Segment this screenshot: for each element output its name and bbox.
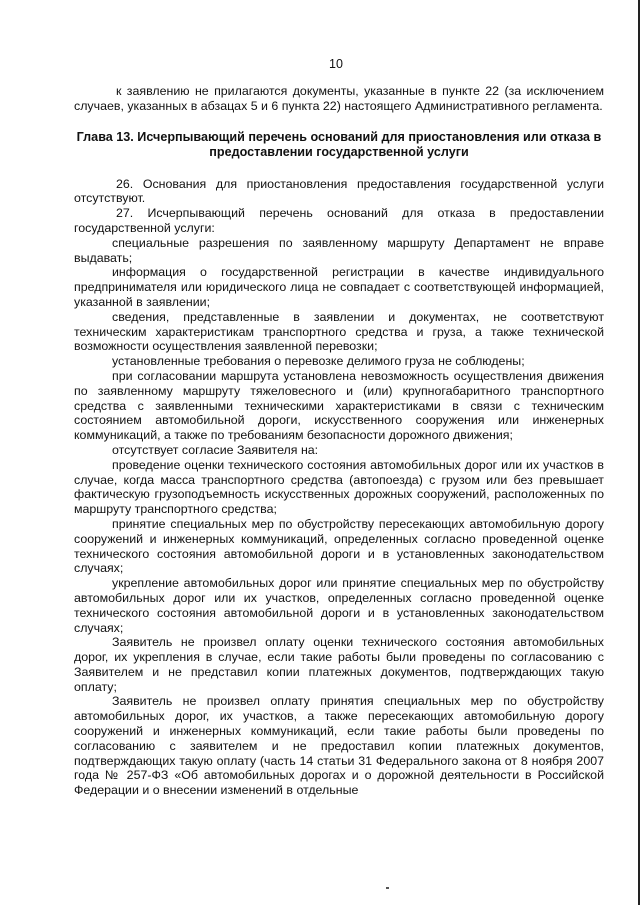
paragraph-list-item: сведения, представленные в заявлении и документах, не соответствуют техническим характеристикам транспортного средства и груза, а также технической возможности осуществления заявленной перевозки; — [74, 309, 604, 354]
paragraph-list-item: информация о государственной регистрации в качестве индивидуального предпринимателя или юридического лица не совпадает с соответствующей информацией, указанной в заявлении; — [74, 265, 604, 309]
paragraph-list-item: принятие специальных мер по обустройству пересекающих автомобильную дорогу сооружений и инженерных коммуникаций, определенных согласно проведенной оценке технического состояния автомобильной дороги и в установленных законодательством случаях; — [74, 516, 604, 576]
scan-speck — [386, 887, 389, 889]
paragraph-list-item: отсутствует согласие Заявителя на: — [112, 442, 319, 457]
paragraph-item-26: 26. Основания для приостановления предоставления государственной услуги отсутствуют. — [74, 176, 604, 206]
page-content — [74, 84, 604, 798]
paragraph-list-item: установленные требования о перевозке делимого груза не соблюдены; — [112, 354, 525, 369]
page-number: 10 — [329, 57, 343, 71]
paragraph-list-item: укрепление автомобильных дорог или принятие специальных мер по обустройству автомобильных дорог или их участков, определенных согласно проведенной оценке технического состояния автомобильной дороги и в установленных законодательством случаях; — [74, 576, 604, 635]
paragraph-list-item: специальные разрешения по заявленному маршруту Департамент не вправе выдавать; — [74, 235, 604, 265]
paragraph-list-item: проведение оценки технического состояния автомобильных дорог или их участков в случае, когда масса транспортного средства (автопоезда) с грузом или без превышает фактическую грузоподъемность искусственных дорожных сооружений, расположенных по маршруту транспортного средства; — [74, 457, 604, 517]
paragraph-item-27: 27. Исчерпывающий перечень оснований для отказа в предоставлении государственной услуги: — [74, 206, 604, 235]
paragraph-list-item: при согласовании маршрута установлена невозможность осуществления движения по заявленному маршруту тяжеловесного и (или) крупногабаритного транспортного средства с заявленными техническими характеристиками в связи с техническим состоянием автомобильной дороги, искусственного сооружения или инженерных коммуникаций, а также по требованиям безопасности дорожного движения; — [74, 368, 604, 443]
paragraph-list-item: Заявитель не произвел оплату оценки технического состояния автомобильных дорог, их укрепления в случае, если такие работы были проведены по согласованию с Заявителем и не представил копии платежных документов, подтверждающих такую оплату; — [74, 635, 604, 694]
chapter-heading: Глава 13. Исчерпывающий перечень оснований для приостановления или отказа в предоставлении государственной услуги — [76, 129, 602, 159]
paragraph-list-item: Заявитель не произвел оплату принятия специальных мер по обустройству автомобильных дорог, их участков, а также пересекающих автомобильную дорогу сооружений и инженерных коммуникаций, если такие работы были проведены по согласованию с заявителем и не предоставил копии платежных документов, подтверждающих такую оплату (часть 14 статьи 31 Федерального закона от 8 ноября 2007 года № 257-ФЗ «Об автомобильных дорогах и о дорожной деятельности в Российской Федерации и о внесении изменений в отдельные — [74, 694, 604, 798]
paragraph-continuation: к заявлению не прилагаются документы, указанные в пункте 22 (за исключением случаев, указанных в абзацах 5 и 6 пункта 22) настоящего Административного регламента. — [74, 84, 604, 113]
